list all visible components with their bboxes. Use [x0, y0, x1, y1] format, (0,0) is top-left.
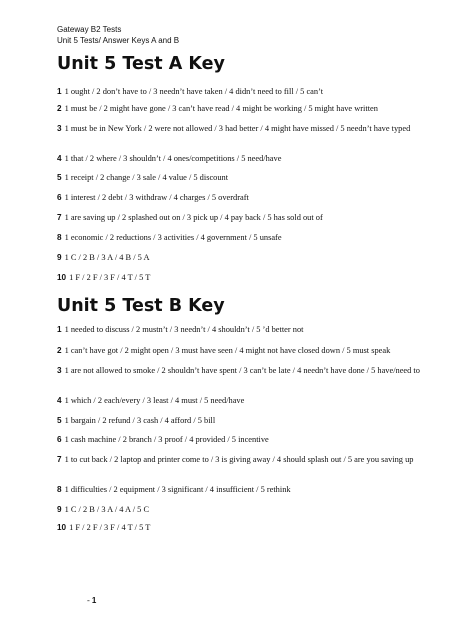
- test-a-answer: [57, 273, 422, 284]
- answer-text: 1 must be / 2 might have gone / 3 can’t have read / 4 might be working / 5 might have written: [64, 104, 378, 113]
- test-b-answer: [57, 435, 422, 446]
- answer-number: 8: [57, 233, 62, 242]
- test-b-answer: [57, 416, 422, 427]
- test-a-answer: [57, 193, 422, 204]
- answer-text: 1 C / 2 B / 3 A / 4 A / 5 C: [64, 505, 150, 514]
- test-b-answer: [57, 485, 422, 496]
- test-b-answer: [57, 523, 422, 534]
- answer-text: 1 are saving up / 2 splashed out on / 3 pick up / 4 pay back / 5 has sold out of: [64, 213, 323, 222]
- answer-number: 1: [57, 87, 62, 96]
- answer-number: 8: [57, 485, 62, 494]
- answer-number: 5: [57, 173, 62, 182]
- answer-number: 5: [57, 416, 62, 425]
- answer-number: 1: [57, 325, 62, 334]
- answer-number: 4: [57, 396, 62, 405]
- test-a-title: Unit 5 Test A Key: [57, 54, 225, 74]
- answer-text: 1 F / 2 F / 3 F / 4 T / 5 T: [69, 523, 151, 532]
- answer-text: 1 that / 2 where / 3 shouldn’t / 4 ones/competitions / 5 need/have: [64, 154, 282, 163]
- answer-number: 6: [57, 193, 62, 202]
- header-series: Gateway B2 Tests: [57, 25, 122, 34]
- test-a-answer: [57, 124, 422, 135]
- answer-number: 9: [57, 505, 62, 514]
- answer-number: 10: [57, 523, 67, 532]
- answer-number: 6: [57, 435, 62, 444]
- answer-number: 2: [57, 346, 62, 355]
- answer-number: 7: [57, 455, 62, 464]
- test-b-answer: [57, 346, 422, 357]
- answer-text: 1 to cut back / 2 laptop and printer come to / 3 is giving away / 4 should splash out / 5 are you saving up: [64, 455, 414, 464]
- answer-number: 2: [57, 104, 62, 113]
- answer-text: 1 which / 2 each/every / 3 least / 4 must / 5 need/have: [64, 396, 245, 405]
- footer-dash: -: [87, 596, 90, 605]
- test-b-title: Unit 5 Test B Key: [57, 296, 225, 316]
- test-a-answer: [57, 253, 422, 264]
- answer-number: 7: [57, 213, 62, 222]
- test-b-answer: [57, 366, 422, 377]
- answer-text: 1 interest / 2 debt / 3 withdraw / 4 charges / 5 overdraft: [64, 193, 249, 202]
- test-a-answer: [57, 154, 422, 165]
- answer-text: 1 must be in New York / 2 were not allowed / 3 had better / 4 might have missed / 5 needn’t have typed: [64, 124, 411, 133]
- test-a-answer: [57, 173, 422, 184]
- answer-number: 3: [57, 366, 62, 375]
- page-number: 1: [91, 596, 97, 605]
- answer-text: 1 can’t have got / 2 might open / 3 must have seen / 4 might not have closed down / 5 must speak: [64, 346, 391, 355]
- answer-text: 1 economic / 2 reductions / 3 activities / 4 government / 5 unsafe: [64, 233, 282, 242]
- answer-number: 3: [57, 124, 62, 133]
- document-header: [57, 24, 179, 46]
- test-b-answer: [57, 505, 422, 516]
- answer-text: 1 ought / 2 don’t have to / 3 needn’t have taken / 4 didn’t need to fill / 5 can’t: [64, 87, 324, 96]
- test-a-answer: [57, 233, 422, 244]
- test-b-answer: [57, 396, 422, 407]
- header-subtitle: Unit 5 Tests/ Answer Keys A and B: [57, 36, 180, 45]
- answer-text: 1 receipt / 2 change / 3 sale / 4 value / 5 discount: [64, 173, 229, 182]
- answer-text: 1 F / 2 F / 3 F / 4 T / 5 T: [69, 273, 151, 282]
- answer-number: 10: [57, 273, 67, 282]
- answer-text: 1 bargain / 2 refund / 3 cash / 4 afford / 5 bill: [64, 416, 216, 425]
- page-footer: [87, 596, 96, 606]
- answer-text: 1 difficulties / 2 equipment / 3 significant / 4 insufficient / 5 rethink: [64, 485, 291, 494]
- test-a-answer: [57, 87, 422, 98]
- test-b-answer: [57, 325, 422, 336]
- test-a-answer: [57, 213, 422, 224]
- answer-text: 1 are not allowed to smoke / 2 shouldn’t have spent / 3 can’t be late / 4 needn’t have done / 5 have/need to: [64, 366, 420, 375]
- test-a-answer: [57, 104, 422, 115]
- answer-text: 1 cash machine / 2 branch / 3 proof / 4 provided / 5 incentive: [64, 435, 269, 444]
- answer-number: 9: [57, 253, 62, 262]
- answer-number: 4: [57, 154, 62, 163]
- answer-text: 1 C / 2 B / 3 A / 4 B / 5 A: [64, 253, 150, 262]
- test-b-answer: [57, 455, 422, 466]
- answer-text: 1 needed to discuss / 2 mustn’t / 3 needn’t / 4 shouldn’t / 5 ’d better not: [64, 325, 304, 334]
